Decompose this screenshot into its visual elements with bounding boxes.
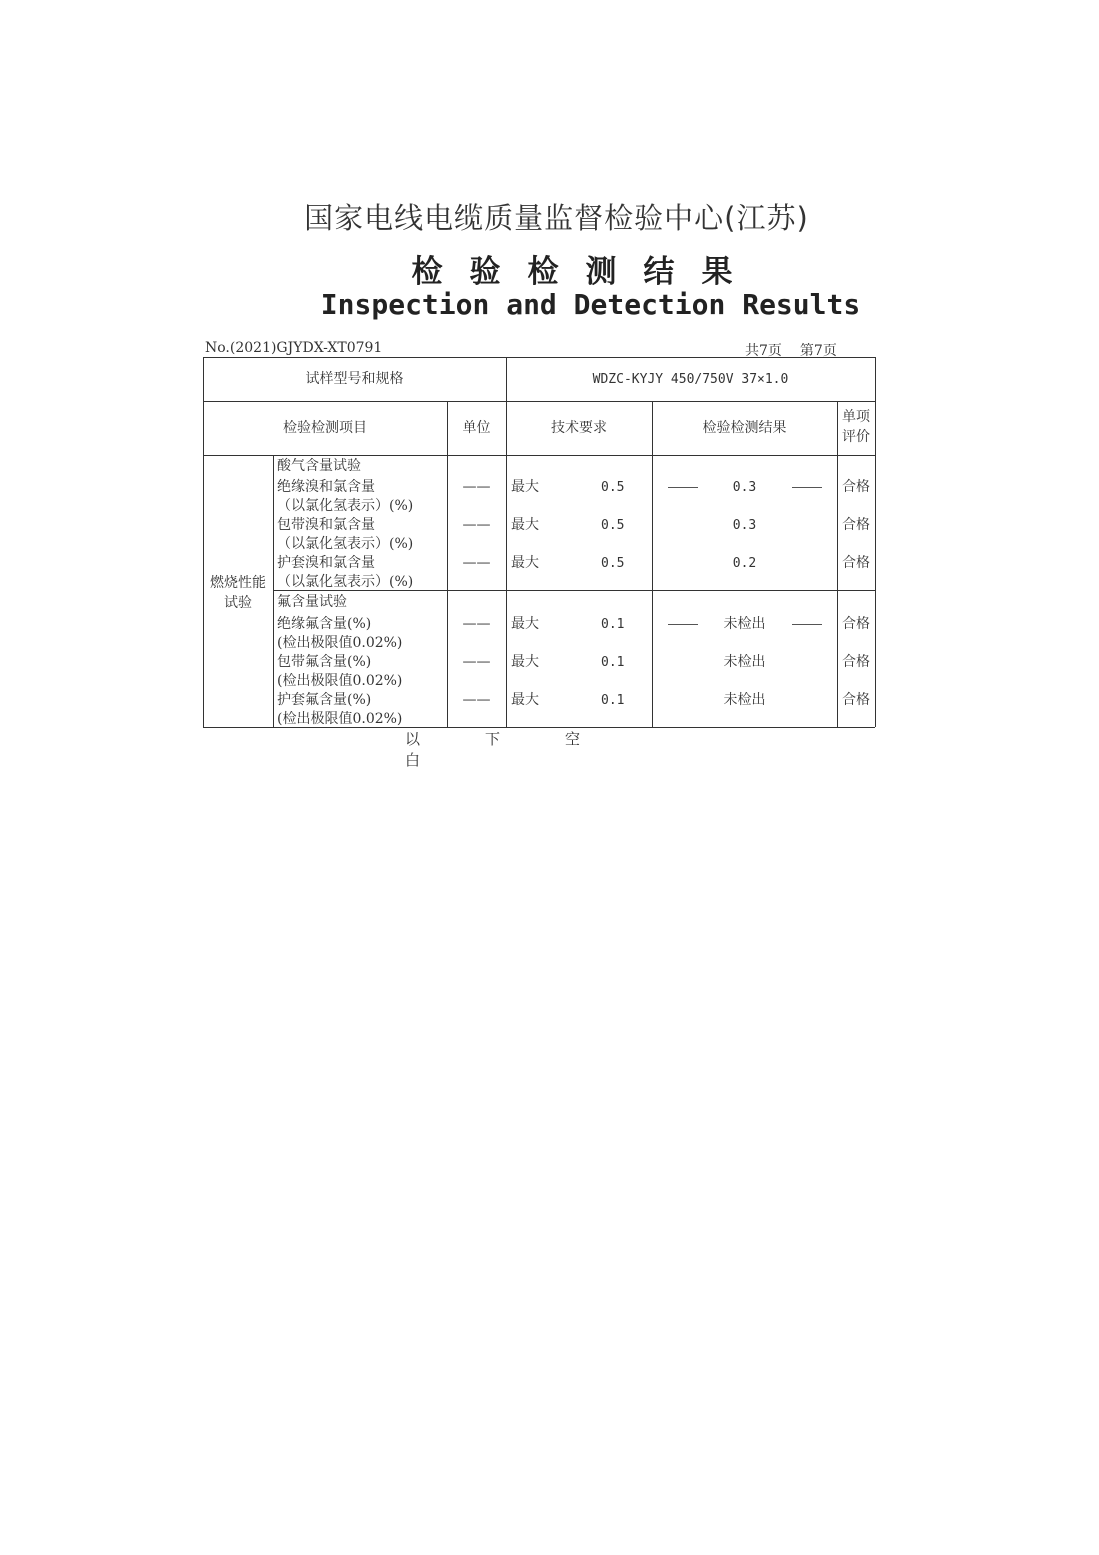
table-line	[203, 455, 875, 456]
row-requirement-value: 0.5	[601, 518, 625, 533]
column-header-eval: 评价	[842, 429, 870, 445]
row-result: 0.3	[732, 480, 757, 495]
column-header-unit: 单位	[462, 420, 491, 436]
footer-char: 下	[485, 730, 501, 748]
row-evaluation: 合格	[842, 616, 870, 632]
row-item-name: 绝缘溴和氯含量	[277, 479, 375, 495]
row-evaluation: 合格	[842, 654, 870, 670]
footer-char: 白	[405, 751, 421, 769]
column-header-requirement: 技术要求	[551, 420, 607, 436]
row-item-name: 护套氟含量(%)	[277, 692, 372, 708]
row-requirement-label: 最大	[511, 654, 539, 670]
row-result: 未检出	[723, 654, 766, 670]
row-requirement-value: 0.5	[601, 480, 625, 495]
row-unit: ——	[462, 616, 491, 632]
category-label: 燃烧性能	[210, 575, 266, 591]
row-item-note: (检出极限值0.02%)	[277, 673, 403, 689]
row-result: 未检出	[723, 616, 766, 632]
row-requirement-label: 最大	[511, 479, 539, 495]
table-line	[203, 401, 875, 402]
dash-line	[668, 624, 698, 625]
row-requirement-value: 0.1	[601, 655, 625, 670]
row-requirement-label: 最大	[511, 692, 539, 708]
table-border-left	[203, 357, 204, 727]
column-header-result: 检验检测结果	[702, 420, 787, 436]
footer-char: 空	[565, 730, 581, 748]
document-subtitle: Inspection and Detection Results	[320, 288, 861, 321]
document-title: 检验检测结果	[411, 254, 760, 290]
model-value: WDZC-KYJY 450/750V 37×1.0	[592, 372, 789, 387]
row-item-name: 包带氟含量(%)	[277, 654, 372, 670]
total-pages: 共7页	[745, 343, 782, 359]
row-unit: ——	[462, 692, 491, 708]
row-unit: ——	[462, 654, 491, 670]
dash-line	[792, 624, 822, 625]
group-heading-fluorine: 氟含量试验	[277, 594, 347, 610]
row-item-name: 绝缘氟含量(%)	[277, 616, 372, 632]
table-border-right	[875, 357, 876, 727]
column-header-eval: 单项	[842, 409, 870, 425]
model-label: 试样型号和规格	[305, 371, 404, 387]
org-title: 国家电线电缆质量监督检验中心(江苏)	[304, 201, 809, 235]
current-page: 第7页	[799, 343, 837, 359]
group-heading-acid: 酸气含量试验	[277, 458, 361, 474]
row-item-name: 包带溴和氯含量	[277, 517, 375, 533]
row-result: 未检出	[723, 692, 766, 708]
row-requirement-label: 最大	[511, 616, 539, 632]
table-line	[506, 357, 507, 727]
column-header-item: 检验检测项目	[283, 420, 367, 436]
row-requirement-value: 0.1	[601, 617, 625, 632]
row-evaluation: 合格	[842, 479, 870, 495]
row-result: 0.3	[732, 518, 757, 533]
dash-line	[792, 487, 822, 488]
row-item-note: (检出极限值0.02%)	[277, 635, 403, 651]
row-unit: ——	[462, 555, 491, 571]
row-item-note: （以氯化氢表示）(%)	[277, 536, 414, 552]
row-requirement-label: 最大	[511, 555, 539, 571]
row-evaluation: 合格	[842, 517, 870, 533]
row-item-note: （以氯化氢表示）(%)	[277, 498, 414, 514]
row-result: 0.2	[732, 556, 757, 571]
dash-line	[668, 487, 698, 488]
table-line	[273, 455, 274, 727]
row-item-name: 护套溴和氯含量	[277, 555, 375, 571]
row-unit: ——	[462, 479, 491, 495]
blank-below-note	[405, 728, 695, 770]
table-border-top	[203, 357, 875, 358]
row-requirement-label: 最大	[511, 517, 539, 533]
category-label: 试验	[224, 595, 252, 611]
row-requirement-value: 0.5	[601, 556, 625, 571]
row-item-note: (检出极限值0.02%)	[277, 711, 403, 727]
row-requirement-value: 0.1	[601, 693, 625, 708]
report-number: No.(2021)GJYDX-XT0791	[205, 340, 383, 356]
footer-char: 以	[405, 730, 421, 748]
row-evaluation: 合格	[842, 692, 870, 708]
row-unit: ——	[462, 517, 491, 533]
row-item-note: （以氯化氢表示）(%)	[277, 574, 414, 590]
row-evaluation: 合格	[842, 555, 870, 571]
